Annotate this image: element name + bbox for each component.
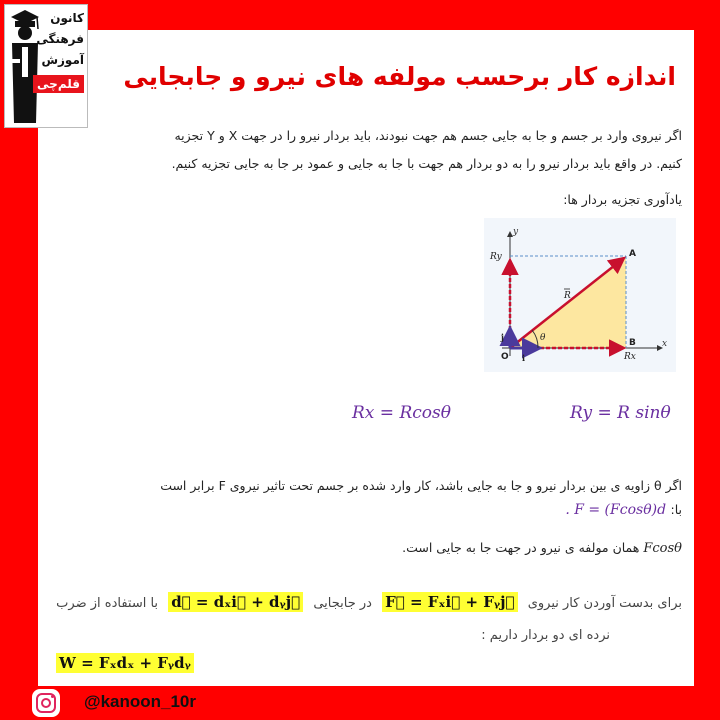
graduate-figure-icon	[7, 7, 41, 123]
label-theta: θ	[540, 333, 546, 343]
paragraph-work-formula	[565, 502, 682, 518]
label-a: A	[629, 249, 636, 259]
instagram-footer[interactable]	[0, 686, 720, 720]
paragraph-component	[402, 540, 682, 556]
vector-decomposition-diagram	[484, 218, 676, 372]
paragraph-vector-work	[56, 592, 682, 612]
logo-text-line2: فرهنگی	[36, 32, 84, 46]
instagram-handle[interactable]: @kanoon_10r	[84, 692, 197, 711]
label-axis-y: y	[513, 227, 519, 237]
component-text: همان مولفه ی نیرو در جهت جا به جایی است.	[402, 540, 640, 555]
vector-work-text-1: برای بدست آوردن کار نیروی	[527, 596, 682, 611]
paragraph-dot-product: نرده ای دو بردار داریم :	[481, 628, 610, 643]
label-rx: Rx	[624, 352, 636, 362]
word-ba: با:	[670, 502, 682, 517]
label-j: j	[501, 332, 504, 342]
paragraph-work-definition: اگر θ زاویه ی بین بردار نیرو و جا به جایی باشد، کار وارد شده بر جسم تحت تاثیر نیروی F برابر است	[160, 478, 682, 493]
work-formula-fcos: . F = (Fcosθ)d	[565, 502, 667, 518]
equation-rx: Rx = Rcosθ	[352, 403, 451, 423]
work-component-formula	[56, 653, 194, 673]
kanoon-logo[interactable]	[4, 4, 88, 128]
label-o: O	[501, 352, 509, 362]
page-title: اندازه کار برحسب مولفه های نیرو و جابجایی	[123, 62, 676, 91]
paragraph-intro-2: کنیم. در واقع باید بردار نیرو را به دو بردار هم جهت با جا به جایی و عمود بر جا به جایی تجزیه کنیم.	[171, 156, 682, 171]
label-axis-x: x	[662, 339, 668, 349]
logo-text-line3: آموزش	[41, 53, 84, 67]
instagram-icon[interactable]	[32, 689, 60, 717]
reminder-heading: یادآوری تجزیه بردار ها:	[563, 192, 682, 207]
paragraph-intro-1: اگر نیروی وارد بر جسم و جا به جایی جسم هم جهت نبودند، باید بردار نیرو را در جهت X و Y تجزیه	[174, 128, 682, 143]
fcos-symbol: Fcosθ	[643, 541, 682, 556]
label-i: i	[522, 353, 526, 363]
highlight-displacement-vector: d⃗ = dₓi⃗ + dᵧj⃗	[168, 592, 303, 612]
highlight-force-vector: F⃗ = Fₓi⃗ + Fᵧj⃗	[382, 592, 517, 612]
label-r: R	[564, 291, 571, 301]
equation-ry: Ry = R sinθ	[570, 403, 671, 423]
vector-work-text-2: در جابجایی	[313, 596, 372, 611]
label-b: B	[629, 338, 636, 348]
label-ry: Ry	[490, 252, 502, 262]
logo-text-line4: قلم‌چی	[33, 75, 84, 93]
logo-text-line1: کانون	[50, 11, 84, 25]
highlight-work-formula: W = Fₓdₓ + Fᵧdᵧ	[56, 653, 194, 673]
vector-work-text-3: با استفاده از ضرب	[56, 596, 159, 611]
